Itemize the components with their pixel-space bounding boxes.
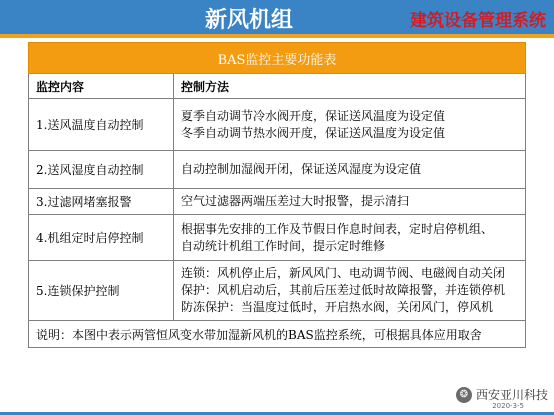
page-subtitle: 建筑设备管理系统 bbox=[410, 11, 546, 31]
row-method bbox=[174, 151, 526, 189]
table-row bbox=[29, 151, 526, 189]
table-row bbox=[29, 99, 526, 151]
watermark-text: 西安亚川科技 bbox=[475, 388, 548, 402]
row-item: 2.送风湿度自动控制 bbox=[29, 151, 174, 189]
note-row bbox=[29, 321, 526, 348]
function-table bbox=[28, 42, 526, 348]
method-line: 自动控制加湿阀开闭，保证送风湿度为设定值 bbox=[181, 162, 422, 176]
row-method bbox=[174, 215, 526, 261]
page-title: 新风机组 bbox=[205, 8, 294, 33]
row-item: 1.送风温度自动控制 bbox=[29, 99, 174, 151]
table-row bbox=[29, 261, 526, 321]
row-method bbox=[174, 99, 526, 151]
method-line: 冬季自动调节热水阀开度，保证送风温度为设定值 bbox=[181, 125, 446, 140]
method-line: 自动统计机组工作时间，提示定时维修 bbox=[181, 238, 386, 253]
method-line: 保护：风机启动后，其前后压差过低时故障报警，并连锁停机 bbox=[181, 283, 506, 297]
table-title: BAS监控主要功能表 bbox=[29, 43, 526, 74]
table-row bbox=[29, 189, 526, 215]
table-title-row bbox=[29, 43, 526, 74]
column-header-method: 控制方法 bbox=[174, 74, 526, 99]
title-bar bbox=[0, 0, 554, 34]
method-line: 根据事先安排的工作及节假日作息时间表，定时启停机组、 bbox=[181, 221, 494, 236]
accent-divider bbox=[0, 34, 554, 38]
method-line: 防冻保护：当温度过低时，开启热水阀，关闭风门，停风机 bbox=[181, 300, 494, 314]
column-header-item: 监控内容 bbox=[29, 74, 174, 99]
table-row bbox=[29, 215, 526, 261]
watermark bbox=[456, 386, 548, 403]
method-line: 连锁：风机停止后，新风风门、电动调节阀、电磁阀自动关闭 bbox=[181, 266, 506, 280]
row-method bbox=[174, 189, 526, 215]
method-line: 夏季自动调节冷水阀开度，保证送风温度为设定值 bbox=[181, 108, 446, 123]
row-item: 4.机组定时启停控制 bbox=[29, 215, 174, 261]
row-item: 3.过滤网堵塞报警 bbox=[29, 189, 174, 215]
row-item: 5.连锁保护控制 bbox=[29, 261, 174, 321]
wechat-logo-icon: ❂ bbox=[456, 387, 472, 403]
row-method bbox=[174, 261, 526, 321]
table-note: 说明：本图中表示两管恒风变水带加湿新风机的BAS监控系统，可根据具体应用取舍 bbox=[29, 321, 526, 348]
column-header-row bbox=[29, 74, 526, 99]
page-date: 2020-3-5 bbox=[492, 402, 524, 410]
method-line: 空气过滤器两端压差过大时报警，提示清扫 bbox=[181, 194, 410, 208]
